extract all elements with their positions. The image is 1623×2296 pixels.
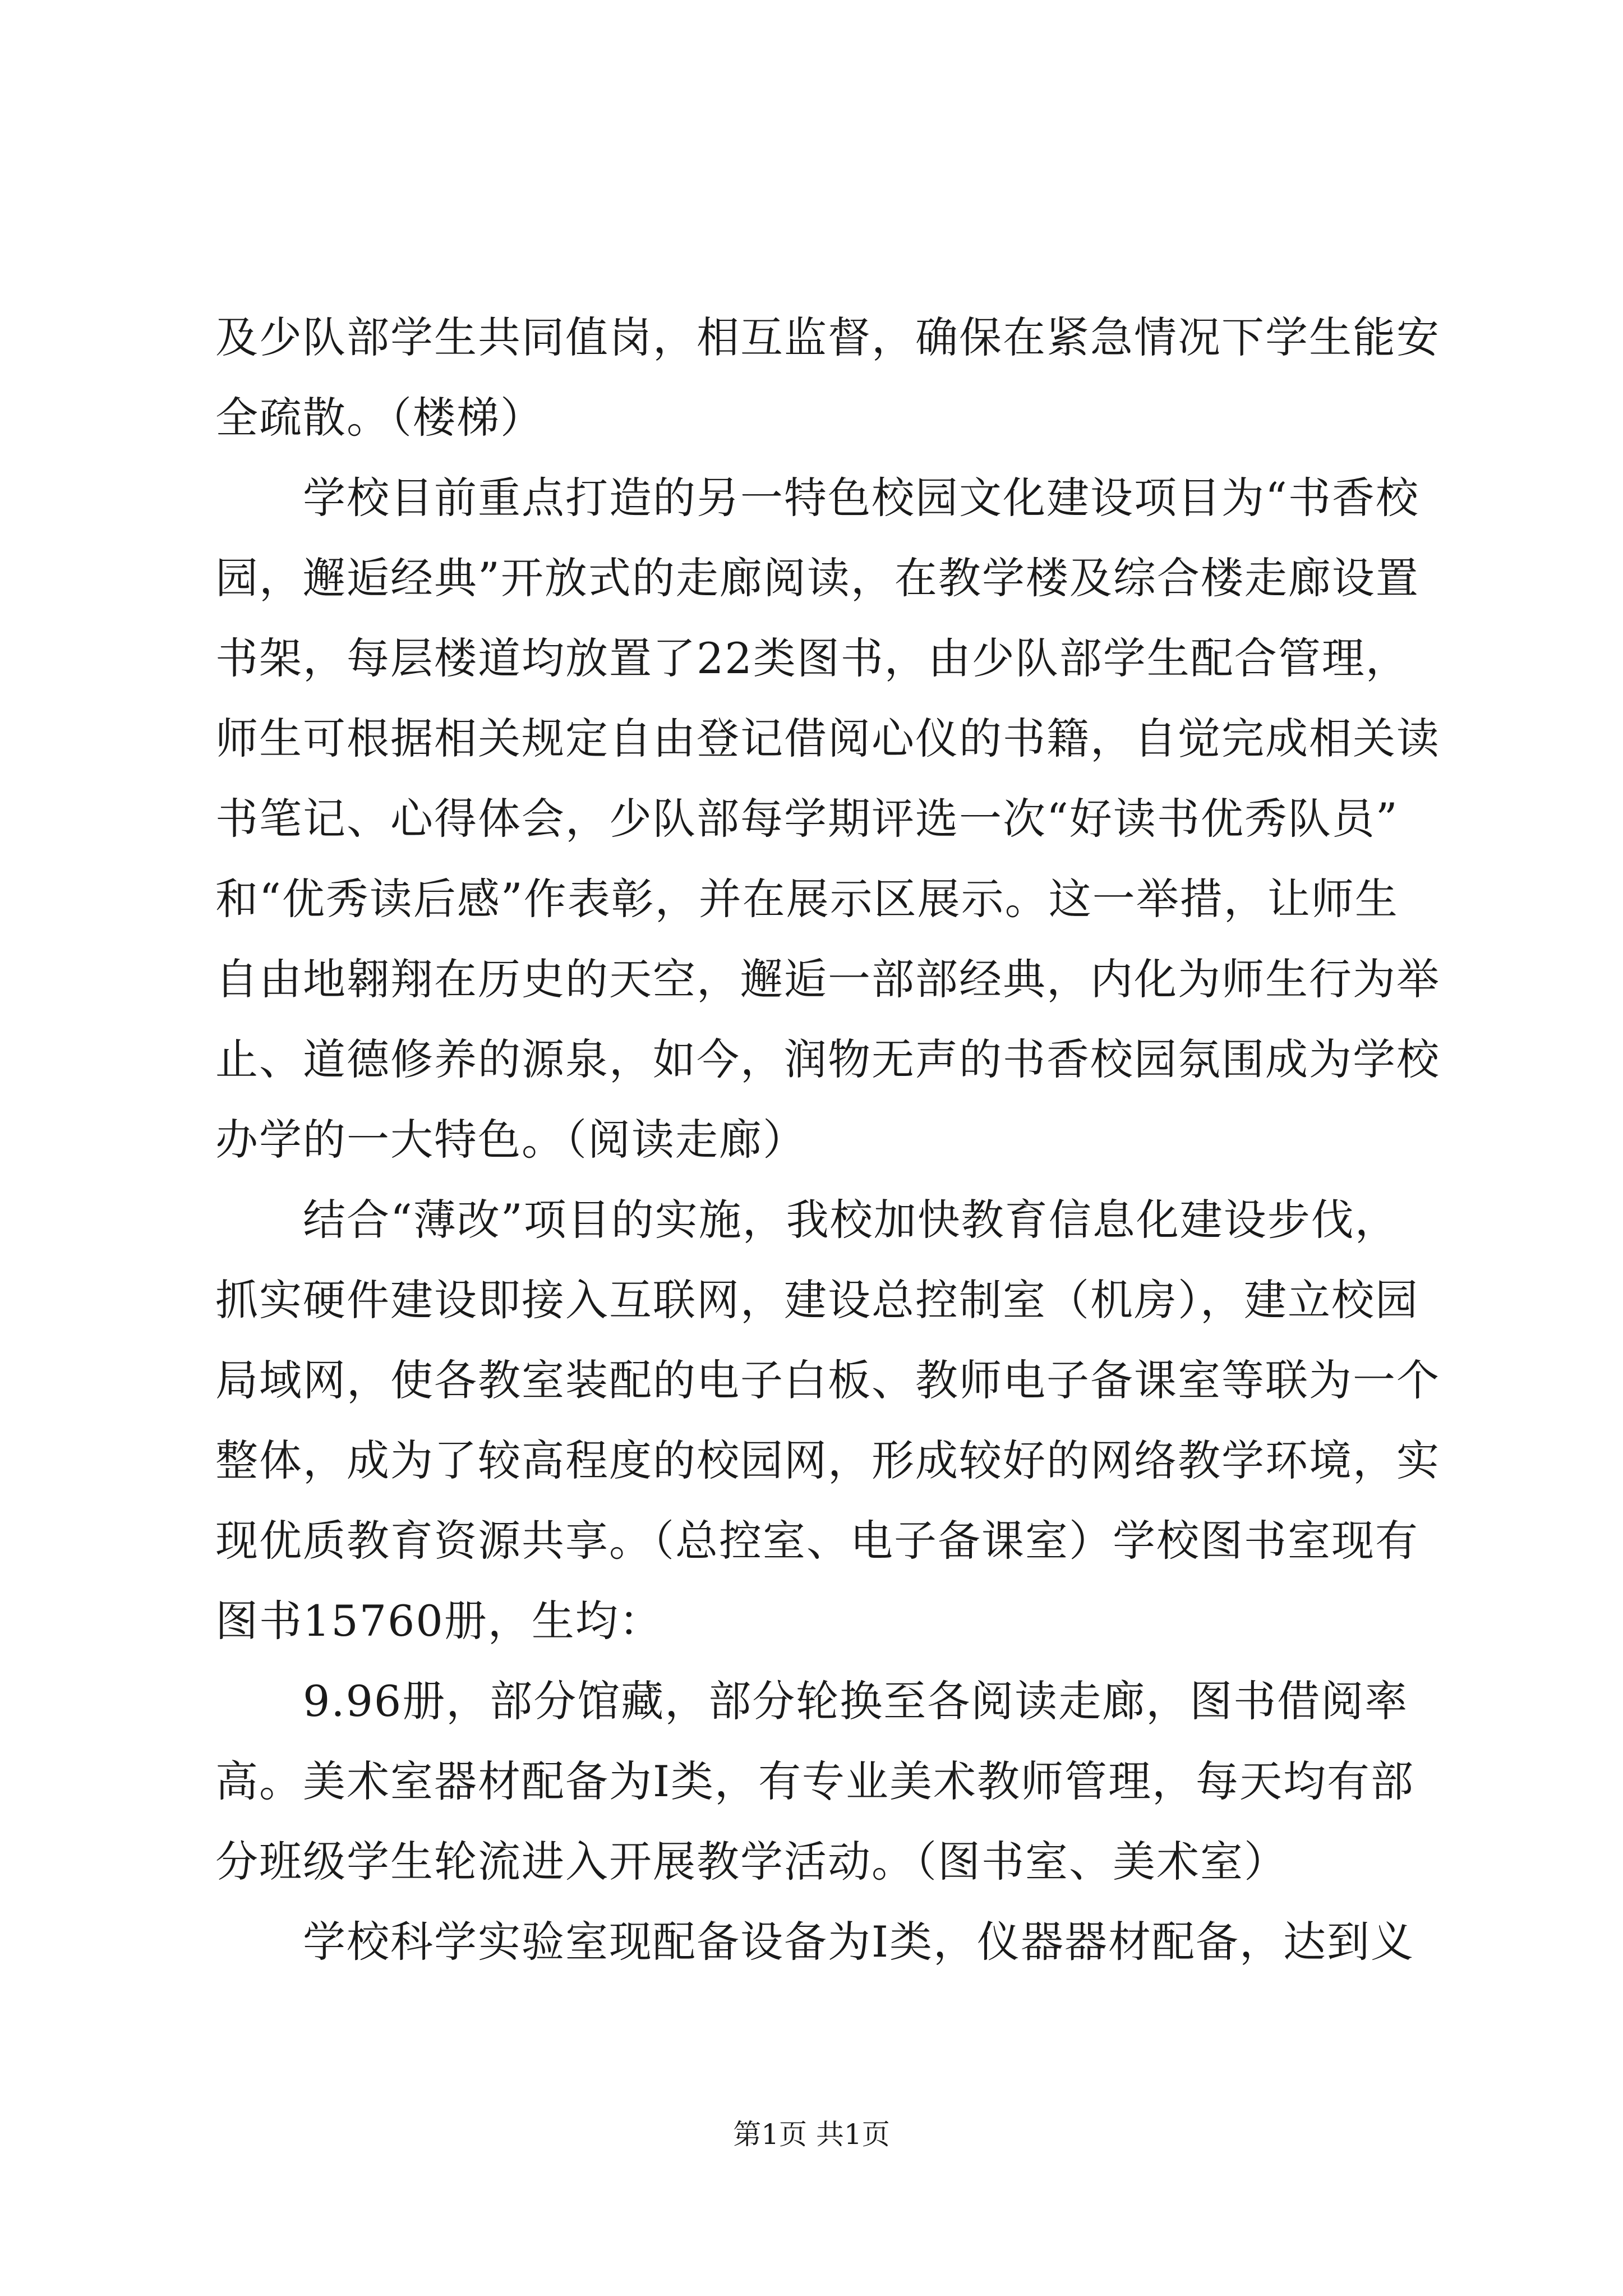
text-line: 书笔记、心得体会，少队部每学期评选一次“好读书优秀队员” [215, 794, 1399, 844]
text-line: 9.96册，部分馆藏，部分轮换至各阅读走廊，图书借阅率 [303, 1676, 1409, 1726]
text-line: 书架，每层楼道均放置了22类图书，由少队部学生配合管理， [215, 633, 1409, 683]
text-line: 学校科学实验室现配备设备为Ⅰ类，仪器器材配备，达到义 [303, 1917, 1415, 1967]
text-line: 抓实硬件建设即接入互联网，建设总控制室（机房），建立校园 [215, 1275, 1419, 1325]
text-line: 整体，成为了较高程度的校园网，形成较好的网络教学环境，实 [215, 1435, 1440, 1485]
text-line: 自由地翱翔在历史的天空，邂逅一部部经典，内化为师生行为举 [215, 954, 1440, 1004]
text-line: 局域网，使各教室装配的电子白板、教师电子备课室等联为一个 [215, 1355, 1440, 1405]
text-line: 学校目前重点打造的另一特色校园文化建设项目为“书香校 [303, 473, 1419, 523]
page-footer: 第1页 共1页 [733, 2118, 890, 2151]
text-line: 止、道德修养的源泉，如今，润物无声的书香校园氛围成为学校 [215, 1034, 1440, 1084]
text-line: 园，邂逅经典”开放式的走廊阅读，在教学楼及综合楼走廊设置 [215, 553, 1419, 603]
text-line: 及少队部学生共同值岗，相互监督，确保在紧急情况下学生能安 [215, 312, 1440, 362]
text-line: 图书15760册，生均： [215, 1596, 663, 1646]
text-line: 和“优秀读后感”作表彰，并在展示区展示。这一举措，让师生 [215, 874, 1399, 924]
text-line: 师生可根据相关规定自由登记借阅心仪的书籍，自觉完成相关读 [215, 714, 1440, 763]
text-line: 高。美术室器材配备为Ⅰ类，有专业美术教师管理，每天均有部 [215, 1756, 1415, 1806]
text-line: 全疏散。（楼梯） [215, 393, 544, 443]
document-body [215, 297, 1440, 1982]
text-line: 分班级学生轮流进入开展教学活动。（图书室、美术室） [215, 1837, 1288, 1887]
text-line: 结合“薄改”项目的实施，我校加快教育信息化建设步伐， [303, 1195, 1399, 1245]
text-line: 现优质教育资源共享。（总控室、电子备课室）学校图书室现有 [215, 1516, 1419, 1566]
text-line: 办学的一大特色。（阅读走廊） [215, 1115, 806, 1165]
